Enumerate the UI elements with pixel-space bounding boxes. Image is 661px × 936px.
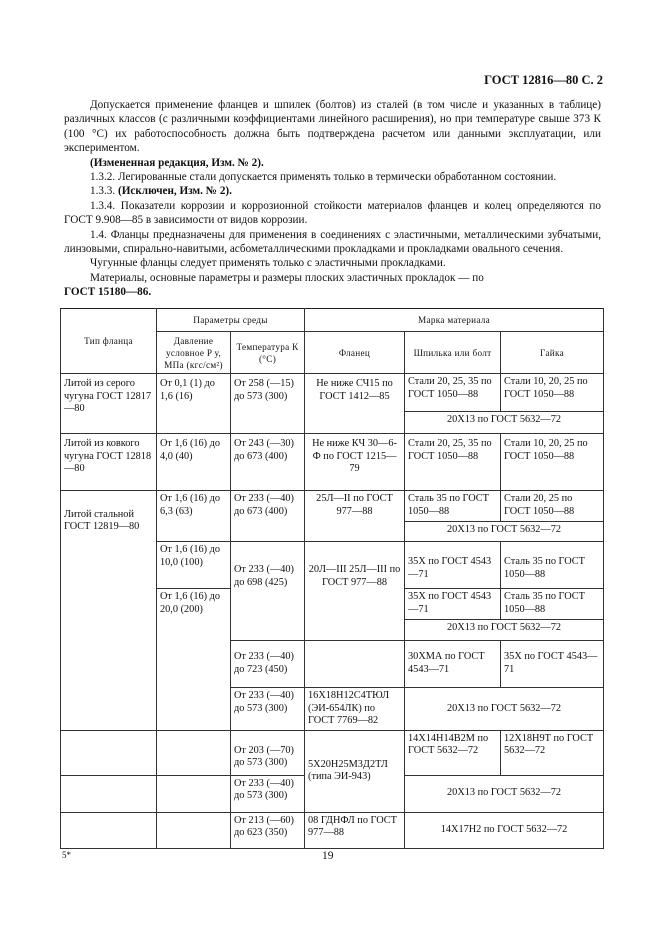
table-cell: 35Х по ГОСТ 4543—71	[405, 542, 501, 589]
table-cell: Сталь 35 по ГОСТ 1050—88	[405, 491, 501, 522]
table-cell: Стали 10, 20, 25 по ГОСТ 1050—88	[501, 434, 604, 491]
clause-number: 1.3.3.	[90, 185, 116, 198]
table-cell	[61, 730, 157, 775]
table-cell: Стали 20, 25 по ГОСТ 1050—88	[501, 491, 604, 522]
paragraph: Чугунные фланцы следует применять только с эластичными прокладками.	[90, 257, 446, 270]
col-header-flange-type: Тип фланца	[61, 309, 157, 374]
col-header-material-grade: Марка материала	[305, 309, 604, 332]
table-cell: 20Х13 по ГОСТ 5632—72	[405, 688, 604, 731]
table-cell: Не ниже СЧ15 по ГОСТ 1412—85	[305, 374, 405, 434]
paragraph	[64, 184, 601, 198]
table-cell: 08 ГДНФЛ по ГОСТ 977—88	[305, 812, 405, 848]
table-cell: От 233 (—40) до 573 (300)	[231, 775, 305, 812]
table-cell: От 1,6 (16) до 6,3 (63)	[157, 491, 231, 542]
paragraph: (Измененная редакция, Изм. № 2).	[90, 156, 264, 169]
table-cell: 20Х13 по ГОСТ 5632—72	[405, 620, 604, 641]
table-cell: 30ХМА по ГОСТ 4543—71	[405, 641, 501, 688]
table-cell: От 243 (—30) до 673 (400)	[231, 434, 305, 491]
page-header: ГОСТ 12816—80 С. 2	[484, 73, 603, 87]
table-cell: От 1,6 (16) до 4,0 (40)	[157, 434, 231, 491]
table-cell: От 1,6 (16) до 20,0 (200)	[157, 589, 231, 731]
page-number: 19	[322, 850, 334, 862]
body-text	[64, 98, 601, 300]
table-cell: От 233 (—40) до 673 (400)	[231, 491, 305, 542]
table-cell: Сталь 35 по ГОСТ 1050—88	[501, 542, 604, 589]
table-cell: 20Х13 по ГОСТ 5632—72	[405, 412, 604, 434]
table-cell: 20Х13 по ГОСТ 5632—72	[405, 522, 604, 542]
table-cell: От 213 (—60) до 623 (350)	[231, 812, 305, 848]
materials-table	[60, 308, 604, 849]
table-cell	[61, 775, 157, 812]
table-cell: 35Х по ГОСТ 4543—71	[405, 589, 501, 620]
table-cell: Литой из серого чугуна ГОСТ 12817—80	[61, 374, 157, 434]
col-header-env-params: Параметры среды	[157, 309, 305, 332]
table-cell: 20Л—III 25Л—III по ГОСТ 977—88	[305, 542, 405, 641]
col-header-stud: Шпилька или болт	[405, 332, 501, 374]
paragraph-ref: ГОСТ 15180—86.	[64, 286, 152, 299]
col-header-temperature: Температура К (°С)	[231, 332, 305, 374]
table-cell: 14Х14Н14В2М по ГОСТ 5632—72	[405, 730, 501, 775]
table-cell: Сталь 35 по ГОСТ 1050—88	[501, 589, 604, 620]
table-cell: От 233 (—40) до 573 (300)	[231, 688, 305, 731]
table-cell: От 0,1 (1) до 1,6 (16)	[157, 374, 231, 434]
table-cell: От 233 (—40) до 698 (425)	[231, 542, 305, 641]
table-cell: От 258 (—15) до 573 (300)	[231, 374, 305, 434]
table-cell: Стали 10, 20, 25 по ГОСТ 1050—88	[501, 374, 604, 412]
table-cell: 35Х по ГОСТ 4543—71	[501, 641, 604, 688]
table-cell	[157, 812, 231, 848]
table-cell: Стали 20, 25, 35 по ГОСТ 1050—88	[405, 434, 501, 491]
footer-mark: 5*	[62, 850, 71, 860]
table-cell: Литой из ковкого чугуна ГОСТ 12818—80	[61, 434, 157, 491]
col-header-flange: Фланец	[305, 332, 405, 374]
table-cell	[157, 730, 231, 775]
table-cell: Не ниже КЧ 30—6-Ф по ГОСТ 1215—79	[305, 434, 405, 491]
table-cell	[157, 775, 231, 812]
col-header-nut: Гайка	[501, 332, 604, 374]
paragraph: Допускается применение фланцев и шпилек (болтов) из сталей (в том числе и указанных в таблице) различных классов (с различными коэффициентами линейного расширения), но при температуре свыше 373 К (100 °С) их работоспособность должна быть подтверждена расчетом или данными эксплуатации, или экспериментом.	[64, 99, 601, 155]
col-header-pressure: Давление условное P у, МПа (кгс/см²)	[157, 332, 231, 374]
paragraph-bold: (Исключен, Изм. № 2).	[117, 185, 232, 198]
table-cell: 16Х18Н12С4ТЮЛ (ЭИ-654ЛК) по ГОСТ 7769—82	[305, 688, 405, 731]
table-cell: 12Х18Н9Т по ГОСТ 5632—72	[501, 730, 604, 775]
table-cell: Стали 20, 25, 35 по ГОСТ 1050—88	[405, 374, 501, 412]
paragraph	[64, 271, 601, 300]
table-cell	[61, 812, 157, 848]
table-cell: Литой стальной ГОСТ 12819—80	[61, 491, 157, 731]
paragraph: 1.3.2. Легированные стали допускается применять только в термически обработанном состоянии.	[90, 171, 557, 184]
table-cell: 25Л—II по ГОСТ 977—88	[305, 491, 405, 542]
table-cell: От 203 (—70) до 573 (300)	[231, 730, 305, 775]
paragraph: 1.3.4. Показатели коррозии и коррозионной стойкости материалов фланцев и колец определяются по ГОСТ 9.908—85 в зависимости от видов коррозии.	[64, 199, 601, 227]
table-cell: От 1,6 (16) до 10,0 (100)	[157, 542, 231, 589]
table-cell	[305, 641, 405, 688]
table-cell: 14Х17Н2 по ГОСТ 5632—72	[405, 812, 604, 848]
paragraph-text: Материалы, основные параметры и размеры плоских эластичных прокладок — по	[90, 271, 484, 284]
paragraph: 1.4. Фланцы предназначены для применения в соединениях с эластичными, металлическими зубчатыми, линзовыми, спирально-навитыми, асбометаллическими прокладками и прокладками овального сечения.	[64, 228, 601, 256]
table-cell: От 233 (—40) до 723 (450)	[231, 641, 305, 688]
table-cell: 5Х20Н25М3Д2ТЛ (типа ЭИ-943)	[305, 730, 405, 812]
table-cell: 20Х13 по ГОСТ 5632—72	[405, 775, 604, 812]
